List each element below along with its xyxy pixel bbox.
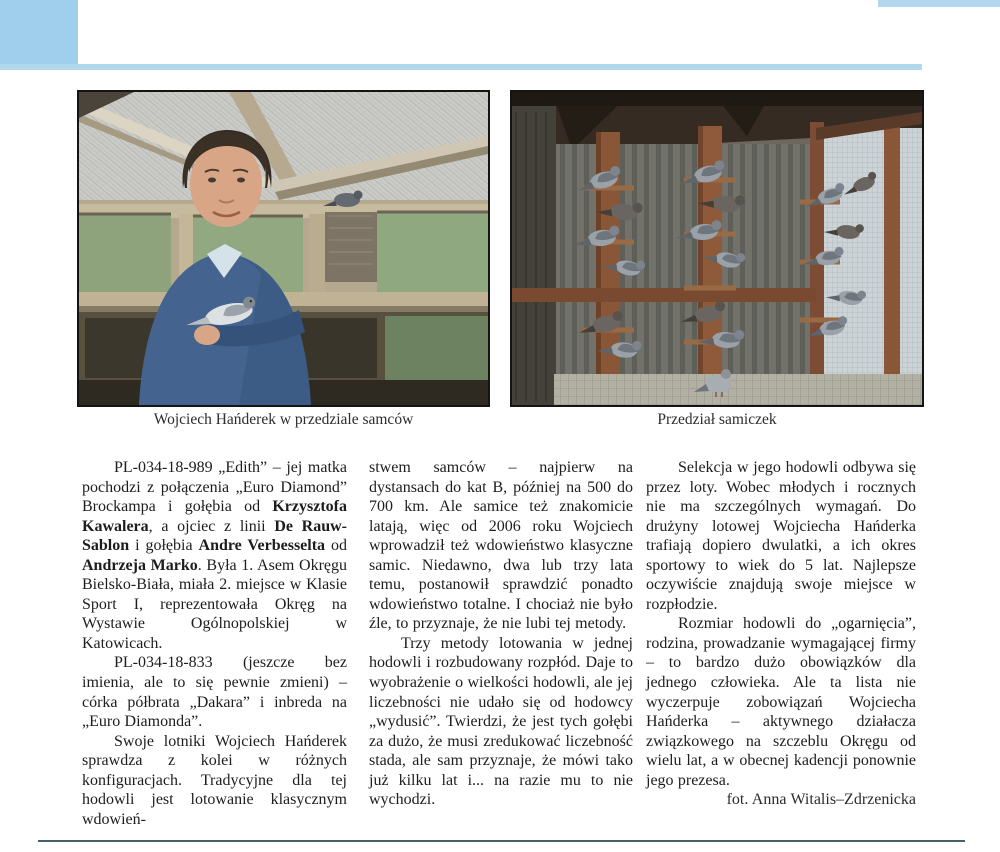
caption-right-photo: Przedział samiczek (657, 411, 777, 428)
article-paragraph: Selekcja w jego hodowli odbywa się przez loty. Wobec młodych i rocznych nie ma szczególnych wymagań. Do drużyny lotowej Wojciecha Hańderka trafiają dopiero dwulatki, a ich okres sportowy to wiek do 5 lat. Najlepsze oczywiście znajdują swoje miejsce w rozpłodzie. (646, 459, 916, 613)
article-paragraph: Swoje lotniki Wojciech Hańderek sprawdza z kolei w różnych konfiguracjach. Tradycyjne dla tej hodowli jest lotowanie klasycznym wdowień- (82, 732, 347, 828)
corner-accent-square (0, 0, 78, 64)
photo-breeder-illustration (79, 92, 488, 405)
article-paragraph: PL-034-18-989 „Edith” – jej matka pochodzi z połączenia „Euro Diamond” Brockampa i gołębia od Krzysztofa Kawalera, a ojciec z linii De Rauw-Sablon i gołębia Andre Verbesselta od Andrzeja Marko. Była 1. Asem Okręgu Bielsko-Biała, miała 2. miejsce w Klasie Sport I, reprezentowała Okręg na Wystawie Ogólnopolskiej w Katowicach. (82, 459, 348, 652)
article-paragraph: Rozmiar hodowli do „ogarnięcia”, rodzina, prowadzanie wymagającej firmy – to bardzo dużo obowiązków dla jednego człowieka. Ale ta lista nie wyczerpuje zobowiązań Wojciecha Hańderka – aktywnego działacza związkowego na szczeblu Okręgu od wielu lat, a w obecnej kadencji ponownie jego prezesa. (646, 615, 916, 789)
photo-breeder-in-loft (77, 90, 490, 407)
text-column-2 (369, 458, 633, 810)
photo-hens-illustration (512, 92, 922, 405)
top-right-accent-strip (878, 0, 1000, 7)
caption-left-photo: Wojciech Hańderek w przedziale samców (153, 411, 414, 428)
text-column-3 (646, 458, 916, 810)
bottom-rule (38, 840, 965, 842)
top-accent-bar (0, 64, 922, 70)
photo-hens-section (510, 90, 924, 407)
text-column-1 (82, 458, 347, 829)
article-paragraph: PL-034-18-833 (jeszcze bez imienia, ale to się pewnie zmieni) – córka półbrata „Dakara” i inbreda na „Euro Diamonda”. (82, 654, 347, 731)
photo-credit: fot. Anna Witalis–Zdrzenicka (726, 791, 916, 809)
article-paragraph: stwem samców – najpierw na dystansach do kat B, później na 500 do 700 km. Ale samice też znakomicie latają, więc od 2006 roku Wojciech wprowadził też wdowieństwo klasyczne samic. Niedawno, dwa lub trzy lata temu, postanowił sprawdzić ponadto wdowieństwo totalne. I chociaż nie było źle, to przyznaje, że nie lubi tej metody. (369, 459, 633, 633)
article-paragraph: Trzy metody lotowania w jednej hodowli i rozbudowany rozpłód. Daje to wyobrażenie o wielkości hodowli, ale jej liczebności nie udało się od hodowcy „wydusić”. Twierdzi, że jest tych gołębi za dużo, że musi zredukować liczebność stada, ale sam przyznaje, że mówi tako już kilku lat i... na razie mu to nie wychodzi. (369, 634, 633, 809)
